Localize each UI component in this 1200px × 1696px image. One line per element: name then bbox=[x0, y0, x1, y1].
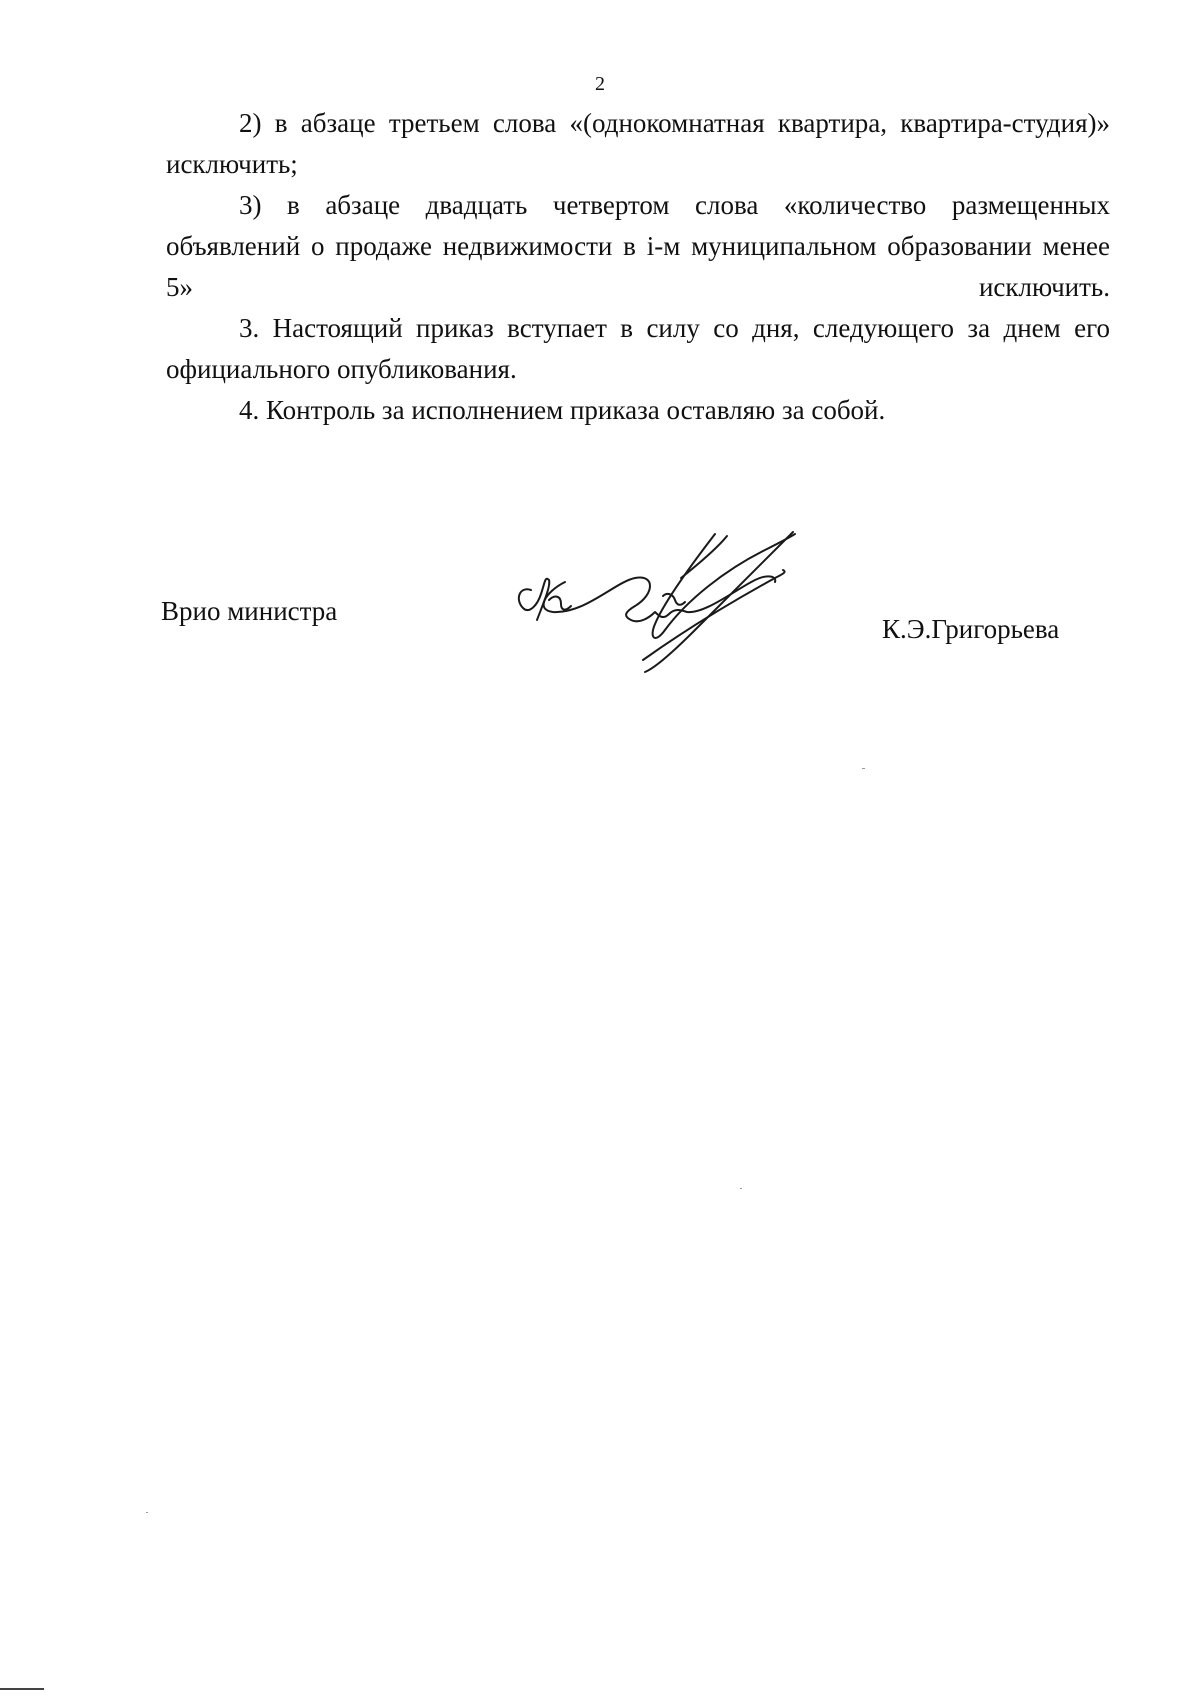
scan-speck bbox=[146, 1512, 148, 1513]
handwritten-signature bbox=[505, 520, 865, 680]
paragraph-item-3: 3) в абзаце двадцать четвертом слова «количество размещенных объявлений о продаже недвижимости в i-м муниципальном образовании менее 5» исключить. bbox=[166, 190, 1110, 302]
paragraph-item-2: 2) в абзаце третьем слова «(однокомнатная квартира, квартира-студия)» исключить; bbox=[166, 108, 1110, 179]
signatory-name: К.Э.Григорьева bbox=[882, 614, 1060, 644]
scan-edge-mark bbox=[0, 1688, 44, 1690]
scan-speck bbox=[862, 768, 865, 769]
paragraph-clause-3: 3. Настоящий приказ вступает в силу со дня, следующего за днем его официального опубликования. bbox=[166, 313, 1110, 384]
page-number: 2 bbox=[595, 73, 605, 95]
document-body bbox=[166, 103, 1110, 431]
scan-speck bbox=[740, 1188, 742, 1189]
paragraph-clause-4: 4. Контроль за исполнением приказа оставляю за собой. bbox=[239, 395, 886, 425]
signatory-role: Врио министра bbox=[161, 596, 338, 626]
